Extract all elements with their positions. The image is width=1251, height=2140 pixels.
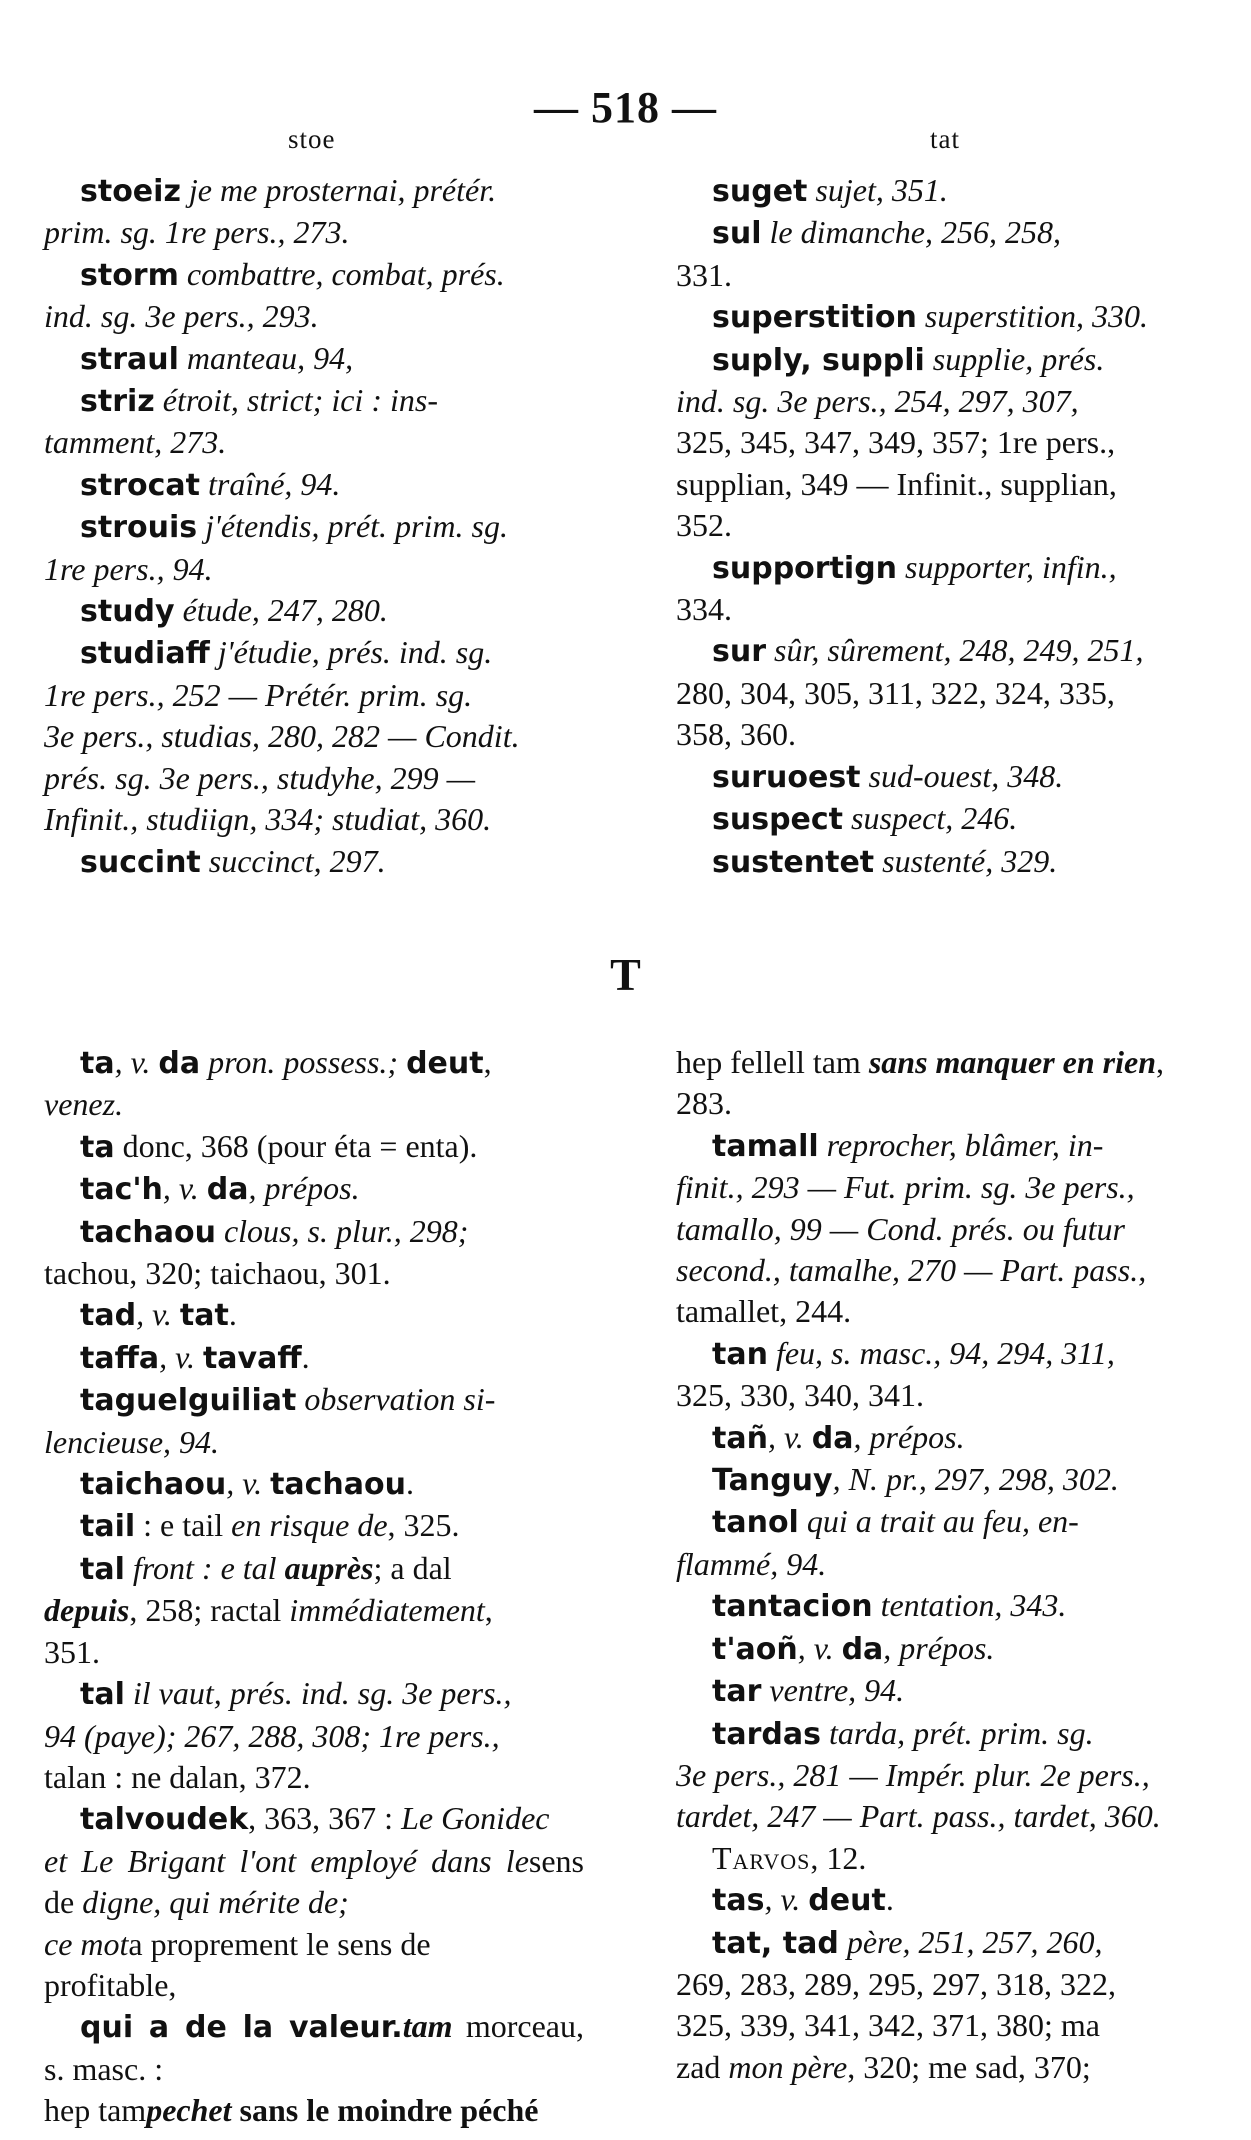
dictionary-entry: taffa, v. tavaff. — [80, 1338, 310, 1376]
dictionary-entry: ta, v. da pron. possess.; deut, venez. — [44, 1044, 492, 1123]
headword: striz — [80, 384, 155, 420]
headword: qui a de la valeur. — [80, 2010, 403, 2046]
dictionary-entry: tail : e tail en risque de, 325. — [80, 1507, 460, 1545]
headword: tanol — [712, 1505, 799, 1541]
headword: tal — [80, 1677, 125, 1713]
dictionary-entry: tal il vaut, prés. ind. sg. 3e pers., 94 (paye); 267, 288, 308; 1re pers., talan : ne dalan, 372. — [44, 1675, 512, 1795]
dictionary-entry: taguelguiliat observation si- lencieuse, 94. — [44, 1381, 496, 1460]
headword: Tanguy — [712, 1463, 833, 1499]
dictionary-entry: sustentet sustenté, 329. — [712, 842, 1058, 880]
dictionary-entry: tachaou clous, s. plur., 298; tachou, 320; taichaou, 301. — [44, 1212, 469, 1292]
dictionary-entry: tat, tad père, 251, 257, 260, 269, 283, 289, 295, 297, 318, 322, 325, 339, 341, 342, 371, 380; ma zad mon père, 320; me sad, 370; — [676, 1923, 1116, 2085]
dictionary-entry: tad, v. tat. — [80, 1296, 237, 1334]
dictionary-entry: succint succinct, 297. — [80, 842, 386, 880]
headword: tantacion — [712, 1589, 873, 1625]
dictionary-entry: Tanguy, N. pr., 297, 298, 302. — [712, 1461, 1119, 1499]
headword: t'aoñ — [712, 1631, 798, 1667]
dictionary-entry: strocat traîné, 94. — [80, 465, 341, 503]
dictionary-entry: suspect suspect, 246. — [712, 800, 1018, 838]
dictionary-entry: tamall reprocher, blâmer, in- finit., 293 — Fut. prim. sg. 3e pers., tamallo, 99 — Cond. prés. ou futur second., tamalhe, 270 — Part. pass., tamallet, 244. — [676, 1126, 1147, 1330]
headword: study — [80, 594, 175, 630]
headword: suply, suppli — [712, 342, 925, 378]
dictionary-entry: striz étroit, strict; ici : ins- tamment, 273. — [44, 382, 438, 461]
dictionary-entry: sul le dimanche, 256, 258, 331. — [676, 214, 1061, 293]
dictionary-entry: storm combattre, combat, prés. ind. sg. 3e pers., 293. — [44, 255, 505, 335]
headword: taguelguiliat — [80, 1383, 297, 1419]
dictionary-entry: tan feu, s. masc., 94, 294, 311, 325, 330, 340, 341. — [676, 1334, 1115, 1414]
dictionary-entry: tac'h, v. da, prépos. — [80, 1170, 360, 1208]
headword: tañ — [712, 1420, 768, 1456]
headword: tail — [80, 1509, 136, 1545]
headword: suspect — [712, 802, 844, 838]
dictionary-entry: tanol qui a trait au feu, en- flammé, 94. — [676, 1503, 1079, 1582]
dictionary-entry: studiaff j'étudie, prés. ind. sg. 1re pers., 252 — Prétér. prim. sg. 3e pers., studias, 280, 282 — Condit. prés. sg. 3e pers., studyhe, 299 — Infinit., studiign, 334; studiat, 360. — [44, 634, 520, 838]
headword: tal — [80, 1551, 125, 1587]
page-number: — 518 — — [534, 83, 717, 132]
headword: tar — [712, 1674, 762, 1710]
dictionary-entry: superstition superstition, 330. — [712, 298, 1149, 336]
headword: ta — [80, 1046, 115, 1081]
dictionary-entry-continuation: hep fellell tam sans manquer en rien, 283. — [676, 1044, 1164, 1122]
headword: tan — [712, 1336, 768, 1372]
headword: taffa — [80, 1340, 160, 1376]
left-guide-word: stoe — [288, 124, 336, 154]
dictionary-entry: talvoudek, 363, 367 : Le Gonidec et Le Brigant l'ont employé dans lesens de digne, qui mérite de; ce mota proprement le sens de profitable, — [44, 1800, 584, 2003]
dictionary-entry: suply, suppli supplie, prés. ind. sg. 3e pers., 254, 297, 307, 325, 345, 347, 349, 357; 1re pers., supplian, 349 — Infinit., supplian, 352. — [676, 340, 1117, 544]
dictionary-entry: taichaou, v. tachaou. — [80, 1465, 414, 1503]
dictionary-entry: study étude, 247, 280. — [80, 592, 388, 630]
right-guide-word: tat — [930, 124, 960, 154]
headword: sustentet — [712, 844, 875, 880]
headword: tamall — [712, 1128, 819, 1164]
headword: Tarvos — [712, 1839, 811, 1876]
dictionary-entry: tañ, v. da, prépos. — [712, 1418, 965, 1456]
headword: tac'h — [80, 1172, 163, 1208]
dictionary-entry: supportign supporter, infin., 334. — [676, 548, 1117, 628]
dictionary-entry: straul manteau, 94, — [80, 339, 354, 377]
dictionary-entry: ta donc, 368 (pour éta = enta). — [80, 1127, 478, 1165]
headword: tardas — [712, 1716, 821, 1752]
left-column-top — [44, 170, 584, 883]
dictionary-entry: tal front : e tal auprès; a dal depuis, 258; ractal immédiatement, 351. — [44, 1549, 493, 1670]
headword: straul — [80, 341, 179, 377]
dictionary-entry: tantacion tentation, 343. — [712, 1587, 1067, 1625]
headword: superstition — [712, 300, 917, 336]
dictionary-entry: tar ventre, 94. — [712, 1672, 905, 1710]
left-column-bottom — [44, 1042, 584, 2132]
headword: tat, tad — [712, 1925, 839, 1961]
headword: tas — [712, 1883, 765, 1919]
headword: ta — [80, 1129, 115, 1165]
headword: storm — [80, 257, 179, 293]
headword: tachaou — [80, 1214, 216, 1250]
dictionary-entry: sur sûr, sûrement, 248, 249, 251, 280, 304, 305, 311, 322, 324, 335, 358, 360. — [676, 632, 1144, 753]
headword: supportign — [712, 550, 898, 586]
dictionary-entry: tardas tarda, prét. prim. sg. 3e pers., 281 — Impér. plur. 2e pers., tardet, 247 — Part. pass., tardet, 360. — [676, 1714, 1161, 1835]
headword: sul — [712, 216, 762, 252]
headword: strocat — [80, 467, 200, 503]
dictionary-entry: stoeiz je me prosternai, prétér. prim. sg. 1re pers., 273. — [44, 172, 497, 251]
headword: suget — [712, 174, 808, 209]
dictionary-entry: strouis j'étendis, prét. prim. sg. 1re pers., 94. — [44, 508, 508, 587]
headword: talvoudek — [80, 1802, 249, 1838]
headword: studiaff — [80, 636, 210, 672]
headword: stoeiz — [80, 174, 181, 209]
headword: sur — [712, 634, 767, 670]
section-letter: T — [610, 949, 641, 1000]
dictionary-entry: tas, v. deut. — [712, 1881, 894, 1919]
dictionary-entry: suruoest sud-ouest, 348. — [712, 757, 1064, 795]
headword: suruoest — [712, 759, 861, 795]
dictionary-entry: qui a de la valeur.tam morceau, s. masc. : hep tampechet sans le moindre péché — [44, 2008, 584, 2129]
headword: tad — [80, 1298, 137, 1334]
dictionary-entry: t'aoñ, v. da, prépos. — [712, 1629, 995, 1667]
right-column-bottom — [676, 1042, 1208, 2088]
dictionary-entry: Tarvos, 12. — [712, 1839, 867, 1876]
headword: taichaou — [80, 1467, 227, 1503]
headword: succint — [80, 844, 201, 880]
headword: strouis — [80, 510, 198, 546]
right-column-top — [676, 170, 1208, 883]
dictionary-entry: suget sujet, 351. — [712, 172, 948, 209]
